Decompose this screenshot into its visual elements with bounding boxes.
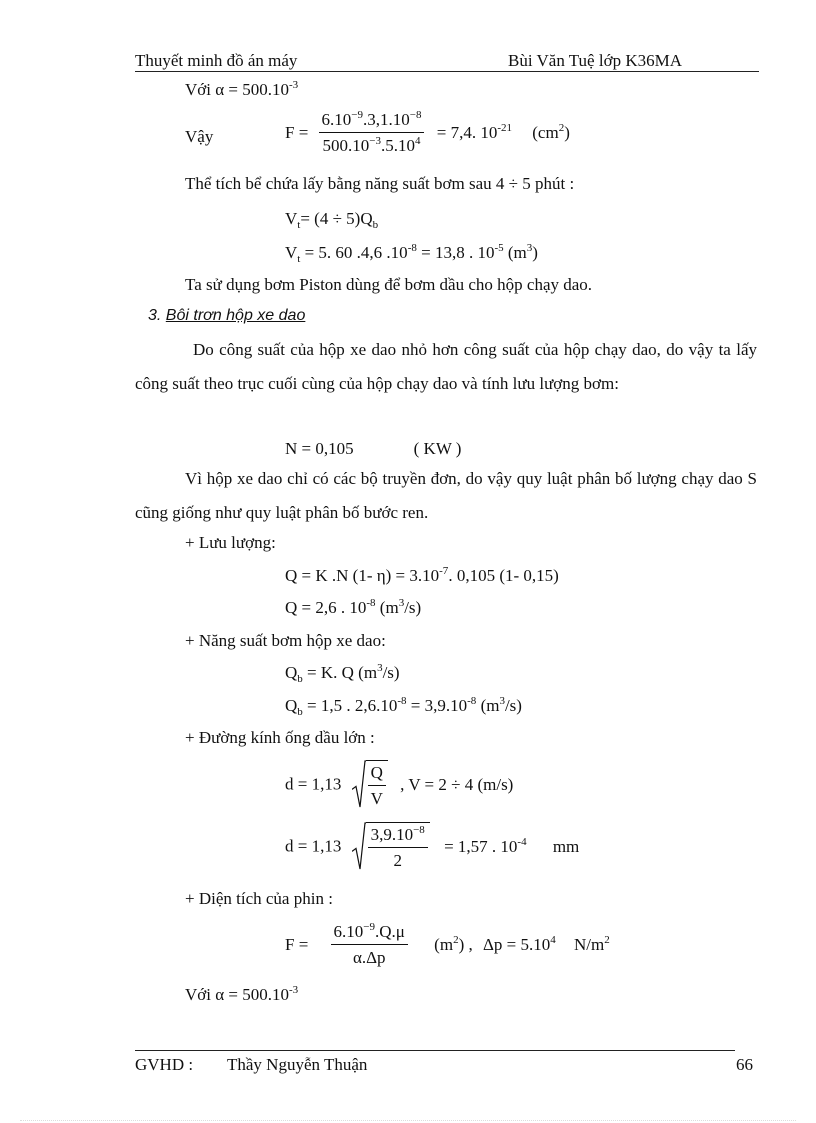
header-left: Thuyết minh đồ án máy [135,51,298,70]
tank-intro: Thể tích bể chứa lấy bằng năng suất bơm sau 4 ÷ 5 phút : [185,174,575,193]
vay-equation: F = $\frac{6.10^{-9}.3,1.10^{-8}}{500.10^{-3}.5.10^4}$ = 7,4. $10^{-21}$ $(cm^2)$ [285,109,570,155]
pump-label: + Năng suất bơm hộp xe dao: [185,631,386,650]
alpha-line-1: Với $\alpha = 500.10^{-3}$ [185,79,299,99]
header-right: Bùi Văn Tuệ lớp K36MA [508,51,682,70]
footer-label: GVHD : [135,1055,194,1074]
page-edge-dots [20,1120,796,1121]
pump-eq-1: $Q_b = K$. Q $(m^3/s)$ [285,662,400,685]
section-heading: 3. Bôi trơn hộp xe dao [148,307,306,324]
alpha-line-2: Với $\alpha = 500.10^{-3}$ [185,984,299,1004]
power-line: N = 0,105 ( KW ) [285,439,462,458]
vt-value: $V_t = 5$. 60 .4,6 $.10^{-8} = 13,8$ . $10^{-5}$ $(m^3)$ [285,242,538,265]
header-rule [135,71,759,72]
vay-fraction: $\frac{6.10^{-9}.3,1.10^{-8}}{500.10^{-3}.5.10^4}$ [319,110,425,156]
piston-line: Ta sử dụng bơm Piston dùng để bơm dầu cho hộp chạy dao. [185,275,593,294]
footer-teacher: Thầy Nguyễn Thuận [227,1055,368,1074]
flow-eq-1: Q = K .N (1- $\eta) = 3.10^{-7}$. 0,105 (1- 0,15) [285,565,559,585]
paragraph-2: Vì hộp xe dao chỉ có các bộ truyền đơn, do vậy quy luật phân bố lượng chạy dao S cũng giống như quy luật phân bố bước ren. [135,469,757,522]
paragraph-1: Do công suất của hộp xe dao nhỏ hơn công suất của hộp chạy dao, do vậy ta lấy công suất theo trục cuối cùng của hộp chạy dao và tính lưu lượng bơm: [135,340,757,393]
filter-label: + Diện tích của phin : [185,889,333,908]
pipe-eq-1: d = 1,13 $\frac{Q}{V}$ , V = 2 ÷ 4 (m/s) [285,760,513,809]
flow-label: + Lưu lượng: [185,533,276,552]
sqrt-q-over-v: $\frac{Q}{V}$ [352,760,388,809]
pipe-label: + Đường kính ống dầu lớn : [185,728,375,747]
filter-eq: F = $\frac{6.10^{-9}.Q.\mu}{\alpha.\Delta p}$ $(m^2)$ , $\Delta p = 5.10^4$ $N/m^2$ [285,921,610,967]
vt-formula: $V_t= (4 \div 5)Q_b$ [285,209,379,231]
filter-fraction: $\frac{6.10^{-9}.Q.\mu}{\alpha.\Delta p}$ [331,922,408,968]
pump-eq-2: $Q_b = 1,5$ . $2,6.10^{-8} = 3,9.10^{-8}$ $(m^3/s)$ [285,695,522,718]
flow-eq-2: Q = 2,6 . $10^{-8}$ $(m^3/s)$ [285,597,422,617]
vay-label: Vậy [185,127,214,146]
section-title: Bôi trơn hộp xe dao [165,307,306,324]
sqrt-pipe-value: $\frac{3,9.10^{-8}}{2}$ [352,822,430,871]
pipe-eq-2: d = 1,13 $\frac{3,9.10^{-8}}{2}$ = 1,57 . $10^{-4}$ mm [285,824,580,870]
page-number: 66 [736,1055,753,1074]
footer-rule [135,1050,735,1051]
